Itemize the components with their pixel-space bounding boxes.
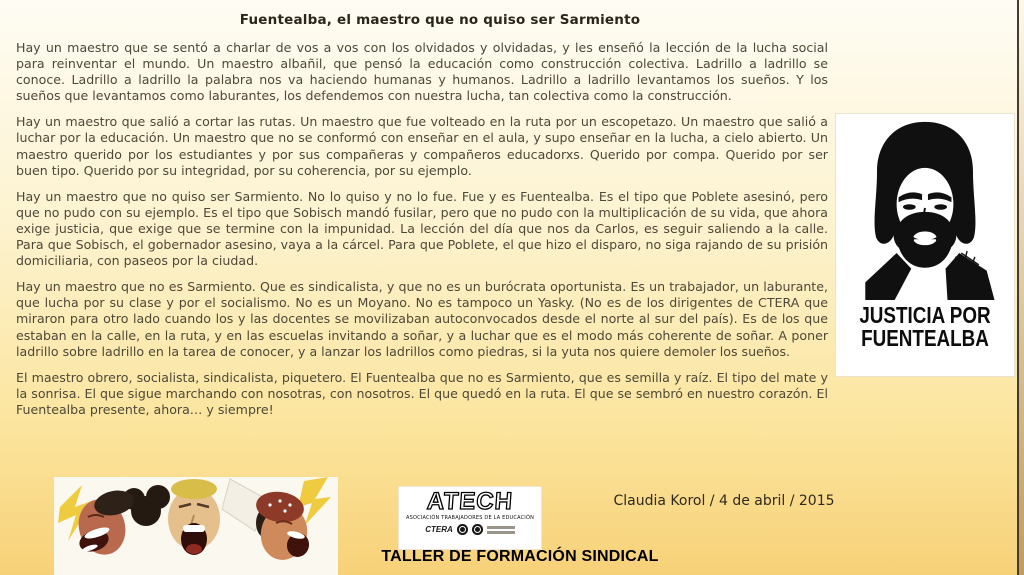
small-text-bars <box>487 526 515 534</box>
paragraph-2: Hay un maestro que salió a cortar las rutas. Un maestro que fue volteado en la ruta por un escopetazo. Un maestro que salió a luchar por la educación. Un maestro que no se conformó con enseñar en el aula, y supo enseñar en la lucha, a cielo abierto. Un maestro querido por los estudiantes y por sus compañeras y compañeros educadorxs. Querido por compa. Querido por ser buen tipo. Querido por su integridad, por su coherencia, por su ejemplo. <box>16 114 828 178</box>
ctera-wordmark: CTERA <box>425 525 453 534</box>
attribution-text: Claudia Korol / 4 de abril / 2015 <box>613 493 835 509</box>
body-text <box>16 40 828 428</box>
justice-caption-line1: JUSTICIA POR <box>859 302 991 328</box>
atech-wordmark: ATECH <box>426 488 514 515</box>
taller-banner: TALLER DE FORMACIÓN SINDICAL <box>381 548 659 565</box>
slide-title: Fuentealba, el maestro que no quiso ser Sarmiento <box>239 12 641 28</box>
slide-right-margin <box>1019 0 1024 575</box>
paragraph-3: Hay un maestro que no quiso ser Sarmiento. No lo quiso y no lo fue. Fue y es Fuentealba. Es el tipo que Poblete asesinó, pero que no pudo con su ejemplo. Es el tipo que Sobisch mandó fusilar, pero que no pudo con la multiplicación de su vida, que ahora exige justicia, que exige que se termine con la impunidad. La lección del día que nos da Carlos, es seguir saliendo a la calle. Para que Sobisch, el gobernador asesino, vaya a la cárcel. Para que Poblete, el que hizo el disparo, no siga rajando de su prisión domiciliaria, con paseos por la ciudad. <box>16 188 828 269</box>
justice-caption-line2: FUENTEALBA <box>861 325 989 351</box>
justice-caption <box>852 304 998 350</box>
justice-poster <box>836 114 1014 376</box>
paragraph-5: El maestro obrero, socialista, sindicalista, piquetero. El Fuentealba que no es Sarmiento, que es semilla y raíz. El tipo del mate y la sonrisa. El que sigue marchando con nosotras, con nosotros. El que quedó en la ruta. El que se sembró en nuestro corazón. El Fuentealba presente, ahora… y siempre! <box>16 369 828 417</box>
paragraph-4: Hay un maestro que no es Sarmiento. Que es sindicalista, y que no es un burócrata oportunista. Es un trabajador, un laburante, que lucha por su clase y por el socialismo. No es un Moyano. No es tampoco un Yasky. (No es de los dirigentes de CTERA que miraron para otro lado cuando los y las docentes se movilizaban autoconvocados desde el norte al sur del país). Es de los que estaban en la calle, en la ruta, y en las escuelas invitando a soñar, y a luchar que es el modo más coherente de soñar. A poner ladrillo sobre ladrillo en la tarea de conocer, y a lanzar los ladrillos como piedras, si la yuta nos quiere demoler los sueños. <box>16 279 828 359</box>
paragraph-1: Hay un maestro que se sentó a charlar de vos a vos con los olvidados y olvidadas, y les enseñó la lección de la lucha social para reinventar el mundo. Un maestro albañil, que pensó la educación como construcción colectiva. Ladrillo a ladrillo se conoce. Ladrillo a ladrillo la palabra nos va haciendo humanas y humanos. Ladrillo a ladrillo levantamos los sueños. Y los sueños que levantamos como laburantes, los defendemos con nuestra lucha, tan colectiva como la construcción. <box>16 40 828 104</box>
slide-right-edge <box>1017 0 1019 575</box>
atech-logo-row <box>399 524 541 535</box>
union-seal-icon <box>457 524 468 535</box>
atech-subtitle: ASOCIACIÓN TRABAJADORES DE LA EDUCACIÓN <box>405 515 535 521</box>
fuentealba-portrait-image <box>836 114 1014 300</box>
protest-illustration <box>54 477 338 575</box>
atech-logo <box>399 487 541 549</box>
union-seal-icon <box>472 524 483 535</box>
